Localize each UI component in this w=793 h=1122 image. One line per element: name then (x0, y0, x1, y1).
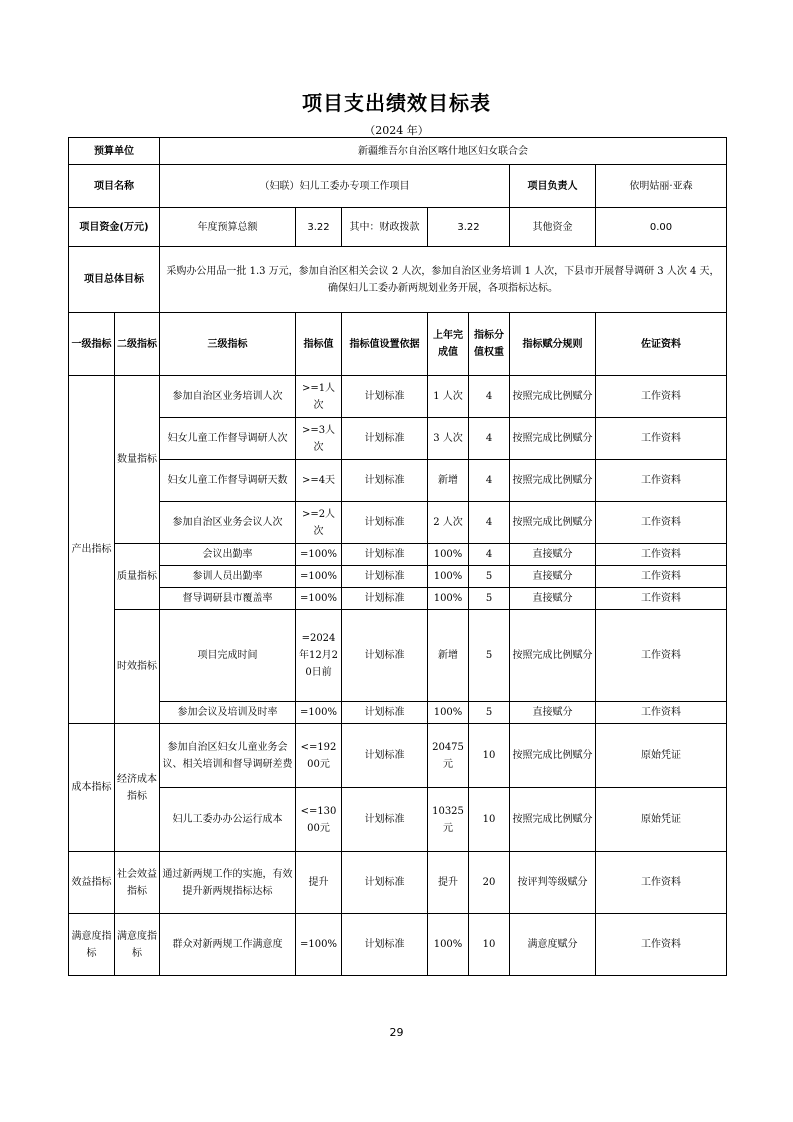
value-cell: <=13000元 (296, 788, 342, 852)
evidence-cell: 工作资料 (596, 852, 727, 914)
value-cell: =100% (296, 914, 342, 976)
rule-cell: 按照完成比例赋分 (510, 376, 596, 418)
weight-cell: 5 (469, 610, 510, 702)
value-cell: >=3人次 (296, 418, 342, 460)
level1-satisfaction: 满意度指标 (69, 914, 115, 976)
weight-cell: 10 (469, 914, 510, 976)
level3-cell: 督导调研县市覆盖率 (160, 588, 296, 610)
basis-cell: 计划标准 (342, 566, 428, 588)
level3-cell: 群众对新两规工作满意度 (160, 914, 296, 976)
basis-cell: 计划标准 (342, 852, 428, 914)
weight-cell: 5 (469, 566, 510, 588)
value-cell: =100% (296, 588, 342, 610)
last-year-cell: 新增 (428, 610, 469, 702)
header-weight: 指标分值权重 (469, 313, 510, 376)
level3-cell: 妇女儿童工作督导调研人次 (160, 418, 296, 460)
level3-cell: 参训人员出勤率 (160, 566, 296, 588)
table-row (69, 502, 727, 544)
basis-cell: 计划标准 (342, 788, 428, 852)
table-row (69, 702, 727, 724)
last-year-cell: 新增 (428, 460, 469, 502)
level2-timeliness: 时效指标 (115, 610, 160, 724)
value-cell: <=19200元 (296, 724, 342, 788)
performance-target-table (68, 137, 727, 976)
weight-cell: 4 (469, 418, 510, 460)
value-cell: >=1人次 (296, 376, 342, 418)
header-last-year: 上年完成值 (428, 313, 469, 376)
last-year-cell: 100% (428, 914, 469, 976)
basis-cell: 计划标准 (342, 544, 428, 566)
rule-cell: 直接赋分 (510, 588, 596, 610)
header-rule: 指标赋分规则 (510, 313, 596, 376)
value-cell: =2024年12月20日前 (296, 610, 342, 702)
rule-cell: 直接赋分 (510, 702, 596, 724)
basis-cell: 计划标准 (342, 724, 428, 788)
other-funds-label: 其他资金 (510, 208, 596, 247)
level3-cell: 参加自治区业务培训人次 (160, 376, 296, 418)
level3-cell: 项目完成时间 (160, 610, 296, 702)
level3-cell: 通过新两规工作的实施，有效提升新两规指标达标 (160, 852, 296, 914)
weight-cell: 4 (469, 544, 510, 566)
table-row (69, 566, 727, 588)
last-year-cell: 1 人次 (428, 376, 469, 418)
overall-goal-text: 采购办公用品一批 1.3 万元，参加自治区相关会议 2 人次，参加自治区业务培训 1 人次，下县市开展督导调研 3 人次 4 天，确保妇儿工委办新两规划业务开展，各项指标达标。 (160, 247, 727, 313)
level2-social-benefit: 社会效益指标 (115, 852, 160, 914)
project-name-row (69, 165, 727, 208)
overall-goal-row (69, 247, 727, 313)
budget-unit-value: 新疆维吾尔自治区喀什地区妇女联合会 (160, 138, 727, 165)
basis-cell: 计划标准 (342, 502, 428, 544)
evidence-cell: 工作资料 (596, 376, 727, 418)
last-year-cell: 20475元 (428, 724, 469, 788)
rule-cell: 按照完成比例赋分 (510, 724, 596, 788)
table-row (69, 914, 727, 976)
last-year-cell: 2 人次 (428, 502, 469, 544)
table-row (69, 610, 727, 702)
value-cell: >=2人次 (296, 502, 342, 544)
evidence-cell: 工作资料 (596, 610, 727, 702)
overall-goal-label: 项目总体目标 (69, 247, 160, 313)
rule-cell: 按照完成比例赋分 (510, 460, 596, 502)
evidence-cell: 工作资料 (596, 566, 727, 588)
document-title: 项目支出绩效目标表 (302, 91, 491, 115)
header-basis: 指标值设置依据 (342, 313, 428, 376)
value-cell: =100% (296, 702, 342, 724)
level2-economic-cost: 经济成本指标 (115, 724, 160, 852)
table-row (69, 852, 727, 914)
table-row (69, 588, 727, 610)
indicator-header-row (69, 313, 727, 376)
weight-cell: 20 (469, 852, 510, 914)
level3-cell: 妇女儿童工作督导调研天数 (160, 460, 296, 502)
rule-cell: 按照完成比例赋分 (510, 418, 596, 460)
evidence-cell: 工作资料 (596, 502, 727, 544)
basis-cell: 计划标准 (342, 610, 428, 702)
rule-cell: 按照完成比例赋分 (510, 610, 596, 702)
rule-cell: 按评判等级赋分 (510, 852, 596, 914)
evidence-cell: 原始凭证 (596, 724, 727, 788)
rule-cell: 按照完成比例赋分 (510, 502, 596, 544)
level3-cell: 参加会议及培训及时率 (160, 702, 296, 724)
evidence-cell: 工作资料 (596, 914, 727, 976)
level2-quantity: 数量指标 (115, 376, 160, 544)
project-owner-label: 项目负责人 (510, 165, 596, 208)
fiscal-funds-label: 其中：财政拨款 (342, 208, 428, 247)
level3-cell: 妇儿工委办办公运行成本 (160, 788, 296, 852)
basis-cell: 计划标准 (342, 702, 428, 724)
table-row (69, 544, 727, 566)
project-owner-value: 依明姑丽·亚森 (596, 165, 727, 208)
evidence-cell: 工作资料 (596, 588, 727, 610)
basis-cell: 计划标准 (342, 460, 428, 502)
last-year-cell: 10325元 (428, 788, 469, 852)
header-level3: 三级指标 (160, 313, 296, 376)
table-row (69, 418, 727, 460)
level1-benefit: 效益指标 (69, 852, 115, 914)
basis-cell: 计划标准 (342, 914, 428, 976)
rule-cell: 满意度赋分 (510, 914, 596, 976)
weight-cell: 10 (469, 724, 510, 788)
last-year-cell: 100% (428, 702, 469, 724)
rule-cell: 直接赋分 (510, 544, 596, 566)
level1-cost: 成本指标 (69, 724, 115, 852)
last-year-cell: 100% (428, 544, 469, 566)
weight-cell: 10 (469, 788, 510, 852)
level1-output: 产出指标 (69, 376, 115, 724)
level2-satisfaction: 满意度指标 (115, 914, 160, 976)
annual-budget-value: 3.22 (296, 208, 342, 247)
weight-cell: 4 (469, 376, 510, 418)
evidence-cell: 工作资料 (596, 544, 727, 566)
value-cell: 提升 (296, 852, 342, 914)
basis-cell: 计划标准 (342, 588, 428, 610)
header-level1: 一级指标 (69, 313, 115, 376)
project-funds-row (69, 208, 727, 247)
basis-cell: 计划标准 (342, 376, 428, 418)
other-funds-value: 0.00 (596, 208, 727, 247)
last-year-cell: 3 人次 (428, 418, 469, 460)
evidence-cell: 工作资料 (596, 418, 727, 460)
value-cell: =100% (296, 566, 342, 588)
project-name-value: （妇联）妇儿工委办专项工作项目 (160, 165, 510, 208)
table-row (69, 788, 727, 852)
value-cell: >=4天 (296, 460, 342, 502)
evidence-cell: 工作资料 (596, 702, 727, 724)
header-evidence: 佐证资料 (596, 313, 727, 376)
project-funds-label: 项目资金(万元) (69, 208, 160, 247)
weight-cell: 4 (469, 502, 510, 544)
page-number: 29 (389, 1026, 404, 1039)
document-year: （2024 年） (364, 124, 429, 137)
level3-cell: 参加自治区妇女儿童业务会议、相关培训和督导调研差费 (160, 724, 296, 788)
fiscal-funds-value: 3.22 (428, 208, 510, 247)
budget-unit-label: 预算单位 (69, 138, 160, 165)
header-value: 指标值 (296, 313, 342, 376)
table-row (69, 724, 727, 788)
value-cell: =100% (296, 544, 342, 566)
table-row (69, 460, 727, 502)
level3-cell: 参加自治区业务会议人次 (160, 502, 296, 544)
rule-cell: 直接赋分 (510, 566, 596, 588)
basis-cell: 计划标准 (342, 418, 428, 460)
last-year-cell: 提升 (428, 852, 469, 914)
weight-cell: 5 (469, 702, 510, 724)
budget-unit-row (69, 138, 727, 165)
weight-cell: 5 (469, 588, 510, 610)
evidence-cell: 工作资料 (596, 460, 727, 502)
project-name-label: 项目名称 (69, 165, 160, 208)
level2-quality: 质量指标 (115, 544, 160, 610)
last-year-cell: 100% (428, 566, 469, 588)
header-level2: 二级指标 (115, 313, 160, 376)
evidence-cell: 原始凭证 (596, 788, 727, 852)
weight-cell: 4 (469, 460, 510, 502)
annual-budget-label: 年度预算总额 (160, 208, 296, 247)
table-row (69, 376, 727, 418)
last-year-cell: 100% (428, 588, 469, 610)
level3-cell: 会议出勤率 (160, 544, 296, 566)
rule-cell: 按照完成比例赋分 (510, 788, 596, 852)
